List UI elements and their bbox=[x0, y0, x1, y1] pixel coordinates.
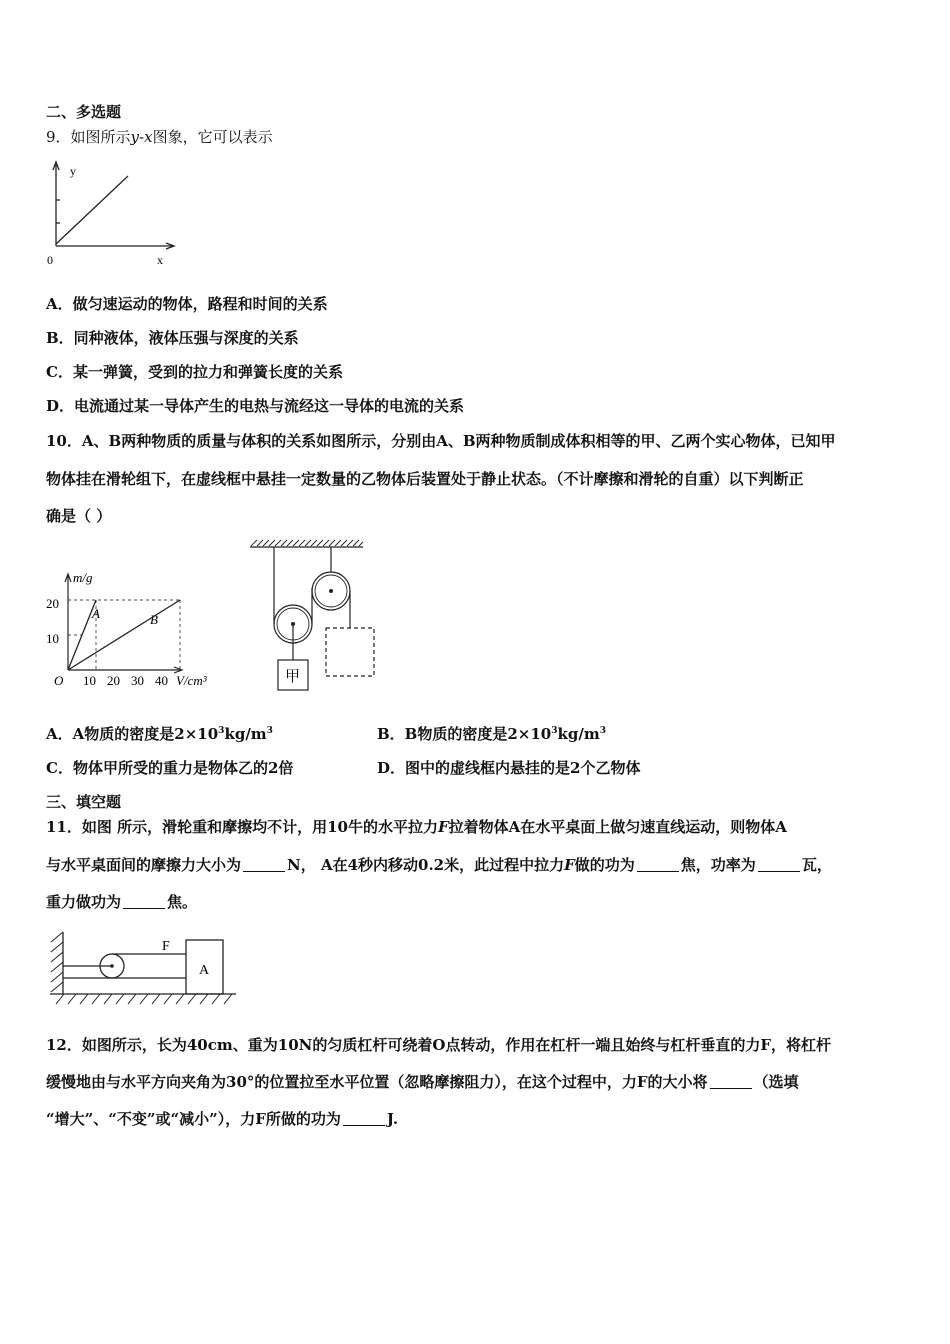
q10-y-tick-20: 20 bbox=[46, 596, 59, 611]
q11-line-2 bbox=[46, 855, 832, 875]
q11-blank-friction[interactable] bbox=[243, 857, 285, 872]
q10-stem-line-3: 确是（ ） bbox=[46, 507, 112, 525]
q10-option-b-unit: kg/m bbox=[557, 725, 600, 743]
q9-x-label: x bbox=[157, 253, 163, 267]
q10-option-b-unit-exp: 3 bbox=[599, 726, 607, 736]
q10-stem-line-1: 10．A、B两种物质的质量与体积的关系如图所示，分别由A、B两种物质制成体积相等的甲、乙两个实心物体，已知甲 bbox=[46, 432, 836, 450]
floor-hatching bbox=[56, 994, 232, 1004]
q11-line-3-b: 焦。 bbox=[167, 893, 198, 911]
q9-stem bbox=[46, 127, 273, 147]
q11-line-2-b: N， A在4秒内移动0.2米，此过程中拉力 bbox=[287, 856, 565, 874]
q9-option-c: C．某一弹簧，受到的拉力和弹簧长度的关系 bbox=[46, 363, 343, 381]
q9-line bbox=[56, 176, 128, 244]
q10-option-b-exp: 3 bbox=[551, 726, 558, 736]
q10-origin-label: O bbox=[54, 673, 64, 688]
q11-blank-power[interactable] bbox=[758, 857, 800, 872]
q11-line-3 bbox=[46, 892, 197, 912]
q10-option-b bbox=[377, 724, 606, 744]
q11-line-1-a: 11．如图 所示，滑轮重和摩擦均不计，用10牛的水平拉力 bbox=[46, 818, 438, 836]
q10-option-a bbox=[46, 724, 273, 744]
q11-line-1-force: F bbox=[437, 818, 449, 836]
q11-blank-gravity-work[interactable] bbox=[123, 894, 165, 909]
q12-line-2 bbox=[46, 1072, 799, 1092]
section-title-fill-in: 三、填空题 bbox=[46, 793, 122, 811]
q9-origin-label: 0 bbox=[47, 253, 53, 267]
q9-option-a: A．做匀速运动的物体，路程和时间的关系 bbox=[46, 295, 328, 313]
q9-stem-prefix: 9．如图所示 bbox=[46, 128, 131, 146]
q9-y-label: y bbox=[70, 164, 76, 178]
section-title-multiple-choice: 二、多选题 bbox=[46, 103, 122, 121]
q12-line-3-a: “增大”、“不变”或“减小”），力F所做的功为 bbox=[46, 1110, 341, 1128]
force-label-f: F bbox=[162, 939, 170, 954]
q11-line-1 bbox=[46, 817, 787, 837]
q10-line-label-a: A bbox=[92, 606, 100, 621]
q12-line-3-b: J. bbox=[386, 1110, 399, 1128]
q11-line-2-c: 做的功为 bbox=[574, 856, 635, 874]
q10-option-b-text: B．B物质的密度是2×10 bbox=[377, 725, 552, 743]
q10-option-a-exp: 3 bbox=[218, 726, 225, 736]
q11-pulley-figure bbox=[46, 928, 241, 1008]
q10-x-tick-40: 40 bbox=[155, 673, 168, 688]
q11-line-2-force: F bbox=[564, 856, 575, 874]
q12-blank-work[interactable] bbox=[343, 1111, 385, 1126]
q10-option-d: D．图中的虚线框内悬挂的是2个乙物体 bbox=[377, 759, 641, 777]
dashed-box bbox=[326, 628, 374, 676]
q10-series-b bbox=[68, 600, 180, 670]
q10-x-tick-20: 20 bbox=[107, 673, 120, 688]
block-a-label: A bbox=[199, 963, 210, 978]
q12-line-2-a: 缓慢地由与水平方向夹角为30°的位置拉至水平位置（忽略摩擦阻力），在这个过程中，力F的大小将 bbox=[46, 1073, 708, 1091]
q11-line-2-e: 瓦， bbox=[801, 856, 832, 874]
q12-blank-force-change[interactable] bbox=[710, 1074, 752, 1089]
q10-y-label: m/g bbox=[73, 570, 93, 585]
q11-line-3-a: 重力做功为 bbox=[46, 893, 122, 911]
q10-pulley-system bbox=[247, 538, 387, 693]
q10-x-tick-30: 30 bbox=[131, 673, 144, 688]
q9-stem-suffix: 图象，它可以表示 bbox=[152, 128, 273, 146]
q11-line-2-d: 焦，功率为 bbox=[680, 856, 756, 874]
wall-hatching bbox=[51, 932, 63, 992]
q11-line-2-a: 与水平桌面间的摩擦力大小为 bbox=[46, 856, 242, 874]
q12-line-1: 12．如图所示，长为40cm、重为10N的匀质杠杆可绕着O点转动，作用在杠杆一端且始终与杠杆垂直的力F，将杠杆 bbox=[46, 1036, 832, 1054]
q9-stem-var: y-x bbox=[130, 128, 153, 146]
q9-option-b: B．同种液体，液体压强与深度的关系 bbox=[46, 329, 299, 347]
q10-stem-line-2: 物体挂在滑轮组下，在虚线框中悬挂一定数量的乙物体后装置处于静止状态。（不计摩擦和滑轮的自重）以下判断正 bbox=[46, 470, 804, 488]
block-jia-label: 甲 bbox=[285, 667, 301, 685]
q10-option-a-text: A．A物质的密度是2×10 bbox=[46, 725, 219, 743]
q10-option-c: C．物体甲所受的重力是物体乙的2倍 bbox=[46, 759, 294, 777]
q10-option-a-unit: kg/m bbox=[224, 725, 267, 743]
q10-x-tick-10: 10 bbox=[83, 673, 96, 688]
q9-option-d: D．电流通过某一导体产生的电热与流经这一导体的电流的关系 bbox=[46, 397, 465, 415]
q12-line-2-b: （选填 bbox=[753, 1073, 799, 1091]
q11-blank-work[interactable] bbox=[637, 857, 679, 872]
q11-line-1-b: 拉着物体A在水平桌面上做匀速直线运动，则物体A bbox=[448, 818, 787, 836]
q10-x-label: V/cm³ bbox=[176, 673, 207, 688]
q10-option-a-unit-exp: 3 bbox=[266, 726, 273, 736]
ceiling-hatching bbox=[251, 540, 363, 546]
q9-yx-graph bbox=[40, 158, 180, 273]
q12-line-3 bbox=[46, 1109, 398, 1129]
q10-mass-volume-graph bbox=[40, 568, 230, 693]
q10-y-tick-10: 10 bbox=[46, 631, 59, 646]
q10-line-label-b: B bbox=[150, 612, 158, 627]
